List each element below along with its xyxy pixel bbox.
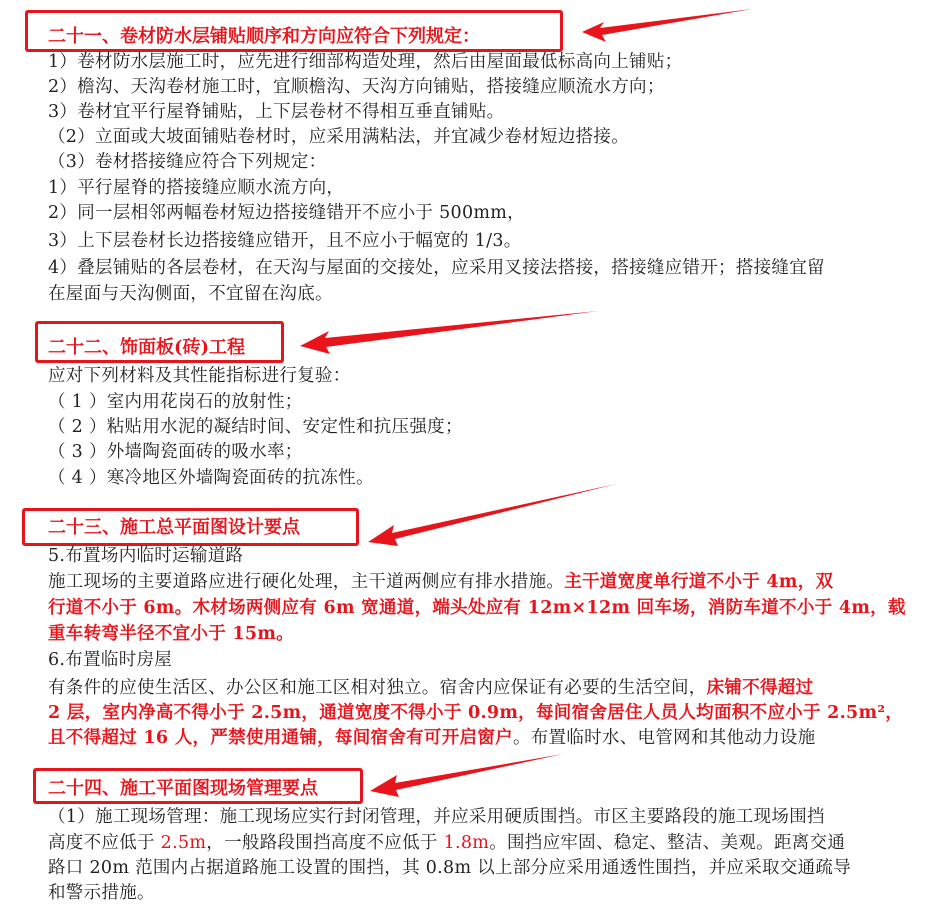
text-line [48,100,504,124]
text-line [48,466,374,490]
text-line [48,415,463,439]
text-line [48,805,825,829]
text-line [48,544,243,568]
text-line [48,150,326,174]
body-text: 2）同一层相邻两幅卷材短边搭接缝错开不应小于 500mm， [48,203,525,223]
body-text: （1）施工现场管理：施工现场应实行封闭管理，并应采用硬质围挡。市区主要路段的施工现场围挡 [48,807,825,827]
text-line [48,256,825,280]
text-line [48,390,303,414]
text-line [48,282,333,306]
body-text: ，一般路段围挡高度不应低于 [206,833,444,853]
text-line [48,75,665,99]
body-text: 和警示措施。 [48,883,155,903]
arrow-icon [370,754,563,797]
body-text: （ 3 ）外墙陶瓷面砖的吸水率； [48,442,303,462]
text-line [48,50,682,74]
highlighted-text: 床铺不得超过 [706,678,814,698]
body-text: 路口 20m 范围内占据道路施工设置的围挡，其 0.8m 以上部分应采用通透性围挡，并应采取交通疏导 [48,858,852,878]
highlighted-text: 且不得超过 16 人，严禁使用通铺，每间宿舍有可开启窗户 [48,728,513,748]
text-line [48,676,813,700]
body-text: 。围挡应牢固、稳定、整洁、美观。距离交通 [489,833,846,853]
text-line [48,440,303,464]
text-line [48,176,344,200]
body-text: 有条件的应使生活区、办公区和施工区相对独立。宿舍内应保证有必要的生活空间， [48,678,707,698]
body-text: 1）卷材防水层施工时，应先进行细部构造处理，然后由屋面最低标高向上铺贴； [48,52,683,72]
text-line [48,596,906,620]
section-heading: 二十四、施工平面图现场管理要点 [48,778,318,799]
arrow-icon [368,484,616,546]
body-text: 3）上下层卷材长边搭接缝应错开，且不应小于幅宽的 1/3。 [48,231,522,251]
text-line [48,701,903,725]
body-text: （ 2 ）粘贴用水泥的凝结时间、安定性和抗压强度； [48,417,463,437]
body-text: 施工现场的主要道路应进行硬化处理，主干道两侧应有排水措施。 [48,572,565,592]
body-text: 4）叠层铺贴的各层卷材，在天沟与屋面的交接处，应采用叉接法搭接，搭接缝应错开；搭接缝宜留 [48,258,825,278]
text-line [48,201,525,225]
body-text: 6.布置临时房屋 [48,650,173,670]
body-text: （ 1 ）室内用花岗石的放射性； [48,392,303,412]
highlighted-text: 2.5m [160,833,207,853]
section-heading: 二十二、饰面板(砖)工程 [48,337,246,358]
body-text: （ 4 ）寒冷地区外墙陶瓷面砖的抗冻性。 [48,468,374,488]
highlighted-text: 2 层，室内净高不得小于 2.5m，通道宽度不得小于 0.9m，每间宿舍居住人员人均面积不应小于 2.5m²， [48,703,904,723]
text-line [48,229,522,253]
text-line [48,856,851,880]
section-heading: 二十三、施工总平面图设计要点 [48,517,300,538]
body-text: 高度不应低于 [48,833,161,853]
arrow-icon [300,311,598,354]
highlighted-text: 主干道宽度单行道不小于 4m，双 [564,572,834,592]
text-line [48,570,833,594]
text-line [48,648,172,672]
text-line [48,125,629,149]
body-text: （2）立面或大坡面铺贴卷材时，应采用满粘法，并宜减少卷材短边搭接。 [48,127,630,147]
text-line [48,622,294,646]
section-heading: 二十一、卷材防水层铺贴顺序和方向应符合下列规定： [48,26,480,47]
body-text: 。布置临时水、电管网和其他动力设施 [512,728,816,748]
highlighted-text: 重车转弯半径不宜小于 15m。 [48,624,294,644]
text-line [48,364,351,388]
text-line [48,831,845,855]
body-text: 5.布置场内临时运输道路 [48,546,244,566]
text-line [48,881,155,905]
body-text: 应对下列材料及其性能指标进行复验： [48,366,351,386]
highlighted-text: 1.8m [443,833,490,853]
body-text: 1）平行屋脊的搭接缝应顺水流方向， [48,178,345,198]
body-text: （3）卷材搭接缝应符合下列规定： [48,152,327,172]
body-text: 在屋面与天沟侧面，不宜留在沟底。 [48,284,333,304]
body-text: 3）卷材宜平行屋脊铺贴，上下层卷材不得相互垂直铺贴。 [48,102,505,122]
highlighted-text: 行道不小于 6m。木材场两侧应有 6m 宽通道，端头处应有 12m×12m 回车场，消防车道不小于 4m，载 [48,598,906,618]
body-text: 2）檐沟、天沟卷材施工时，宜顺檐沟、天沟方向铺贴，搭接缝应顺流水方向； [48,77,665,97]
text-line [48,726,816,750]
arrow-icon [582,9,752,42]
